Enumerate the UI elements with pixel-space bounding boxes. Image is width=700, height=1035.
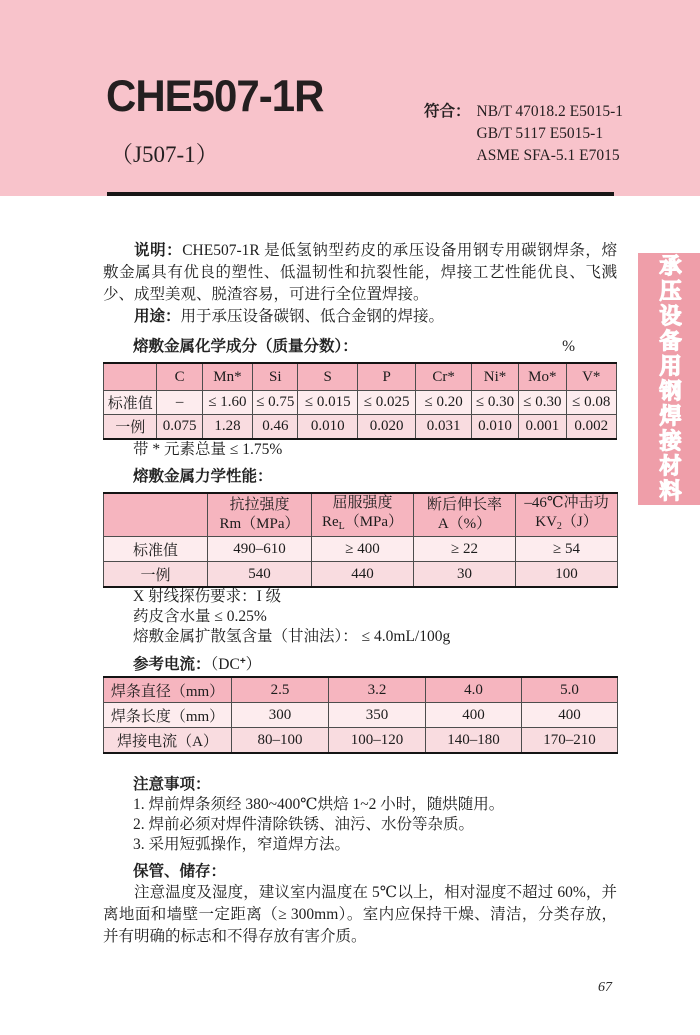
cell: ≤ 0.30 [519,391,566,415]
standard-item: GB/T 5117 E5015-1 [476,125,604,142]
product-model: CHE507-1R [106,70,324,121]
cell: 440 [312,562,414,588]
storage-title: 保管、储存： [133,863,227,880]
cell: 0.001 [519,415,566,440]
length-row [104,703,618,728]
standards-list [477,101,624,167]
standard-item: ASME SFA-5.1 E7015 [476,147,620,164]
mechanical-header-row [104,493,618,537]
cell: 0.46 [253,415,298,440]
note-moisture: 药皮含水量 ≤ 0.25% [133,608,267,625]
dc-open: （DC [210,656,240,673]
cell: 2.5 [232,677,329,703]
chemical-header-row [104,363,617,391]
header-line2: Re [321,514,339,530]
description-section [103,240,617,328]
description-label: 说明： [134,242,183,259]
cell: ≥ 22 [414,537,516,562]
note-xray: X 射线探伤要求：I 级 [133,588,282,605]
header-line2: （J） [561,514,598,530]
chemical-col-header: Ni* [471,363,518,391]
header-divider [107,192,614,196]
mechanical-col-header [208,493,312,537]
chemical-standard-row [104,391,617,415]
page-number: 67 [598,980,612,995]
cell: ≤ 0.30 [471,391,518,415]
cell: 100 [516,562,618,588]
chemical-col-header: V* [566,363,616,391]
corner-cell [104,493,208,537]
cell: 80–100 [232,728,329,754]
cell: 0.010 [298,415,357,440]
header-line1: 屈服强度 [332,495,393,511]
cell: 540 [208,562,312,588]
diameter-row [104,677,618,703]
cell: 170–210 [522,728,618,754]
cell: 0.002 [566,415,616,440]
chemical-title-row [103,337,617,357]
cell: 4.0 [426,677,522,703]
mechanical-properties-table [103,492,618,588]
chemical-note: 带 * 元素总量 ≤ 1.75% [133,441,283,458]
cell: ≤ 0.025 [357,391,415,415]
category-side-tab [638,253,700,505]
cell: ≤ 1.60 [202,391,252,415]
cell: 0.020 [357,415,415,440]
current-table-wrap [103,676,617,754]
header-subscript: L [338,521,345,532]
chemical-col-header: Mo* [519,363,566,391]
row-label: 标准值 [104,537,208,562]
usage-paragraph [103,306,617,328]
current-title-text: 参考电流： [133,656,211,673]
notices-title: 注意事项： [133,776,211,793]
header-line1: 抗拉强度 [229,497,290,513]
chemical-section-title [133,337,617,357]
chemical-col-header: C [157,363,202,391]
mechanical-col-header [312,493,414,537]
row-label: 标准值 [104,391,157,415]
storage-text: 注意温度及湿度，建议室内温度在 5℃以上，相对湿度不超过 60%，并离地面和墙壁一定距离（≥ 300mm）。室内应保持干燥、清洁，分类存放，并有明确的标志和不得存放有害介质。 [103,884,617,945]
mechanical-notes [103,587,617,647]
row-label: 一例 [104,415,157,440]
mechanical-col-header [516,493,618,537]
usage-text: 用于承压设备碳钢、低合金钢的焊接。 [180,308,445,325]
cell: 300 [232,703,329,728]
cell: 0.010 [471,415,518,440]
header-line2: Rm（MPa） [219,516,300,532]
chemical-table-wrap [103,362,617,440]
cell: 490–610 [208,537,312,562]
header-line2: （MPa） [344,514,404,530]
header-line1: –46℃冲击功 [524,495,609,511]
cell: ≤ 0.08 [566,391,616,415]
cell: 3.2 [329,677,426,703]
page-header [0,0,700,196]
chemical-col-header: Si [253,363,298,391]
compliance-block [424,101,623,167]
mechanical-col-header [414,493,516,537]
cell: ≥ 400 [312,537,414,562]
row-label: 焊条直径（mm） [104,677,232,703]
cell: 350 [329,703,426,728]
row-label: 焊条长度（mm） [104,703,232,728]
usage-label: 用途： [134,308,181,325]
cell: 0.031 [416,415,471,440]
current-title-wrap [103,652,617,675]
cell: 30 [414,562,516,588]
notice-item: 2. 焊前必须对焊件清除铁锈、油污、水份等杂质。 [133,816,475,833]
chemical-col-header: Cr* [416,363,471,391]
cell: 1.28 [202,415,252,440]
dc-superscript: + [239,656,246,667]
chemical-composition-table [103,362,617,440]
current-section-title [133,652,617,675]
mechanical-standard-row [104,537,618,562]
mechanical-section-title: 熔敷金属力学性能： [133,468,273,485]
current-row [104,728,618,754]
standard-item: NB/T 47018.2 E5015-1 [476,103,624,120]
mechanical-example-row [104,562,618,588]
cell: 0.075 [157,415,202,440]
note-hydrogen: 熔敷金属扩散氢含量（甘油法）： ≤ 4.0mL/100g [133,628,451,645]
chemical-col-header [104,363,157,391]
dc-close: ） [245,656,262,673]
cell: 5.0 [522,677,618,703]
reference-current-table [103,676,618,754]
header-line1: 断后伸长率 [426,497,502,513]
compliance-label: 符合： [424,103,471,120]
chemical-unit: % [562,338,575,355]
header-subscript: 2 [556,521,562,532]
cell: ≤ 0.015 [298,391,357,415]
chemical-col-header: S [298,363,357,391]
product-designation: （J507-1） [110,142,219,167]
chemical-example-row [104,415,617,440]
notices-section [103,775,617,855]
cell: 400 [522,703,618,728]
chemical-col-header: Mn* [202,363,252,391]
row-label: 焊接电流（A） [104,728,232,754]
cell: ≤ 0.20 [416,391,471,415]
description-text: CHE507-1R 是低氢钠型药皮的承压设备用钢专用碳钢焊条，熔敷金属具有优良的塑性、低温韧性和抗裂性能，焊接工艺性能优良、飞溅少、成型美观、脱渣容易，可进行全位置焊接。 [103,242,617,303]
cell: – [157,391,202,415]
description-paragraph [103,240,617,306]
mechanical-title-wrap [103,467,617,487]
header-line2: A（%） [437,516,492,532]
notice-item: 1. 焊前焊条须经 380~400℃烘焙 1~2 小时，随烘随用。 [133,796,505,813]
row-label: 一例 [104,562,208,588]
chemical-title-text: 熔敷金属化学成分（质量分数）： [133,338,358,355]
cell: 400 [426,703,522,728]
cell: 140–180 [426,728,522,754]
header-line2: KV [535,514,557,530]
mechanical-table-wrap [103,492,617,588]
cell: ≤ 0.75 [253,391,298,415]
cell: 100–120 [329,728,426,754]
chemical-note-wrap [103,440,617,460]
cell: ≥ 54 [516,537,618,562]
storage-section [103,862,617,948]
notice-item: 3. 采用短弧操作，窄道焊方法。 [133,836,351,853]
category-side-tab-label: 承压设备用钢焊接材料 [657,254,682,504]
chemical-col-header: P [357,363,415,391]
